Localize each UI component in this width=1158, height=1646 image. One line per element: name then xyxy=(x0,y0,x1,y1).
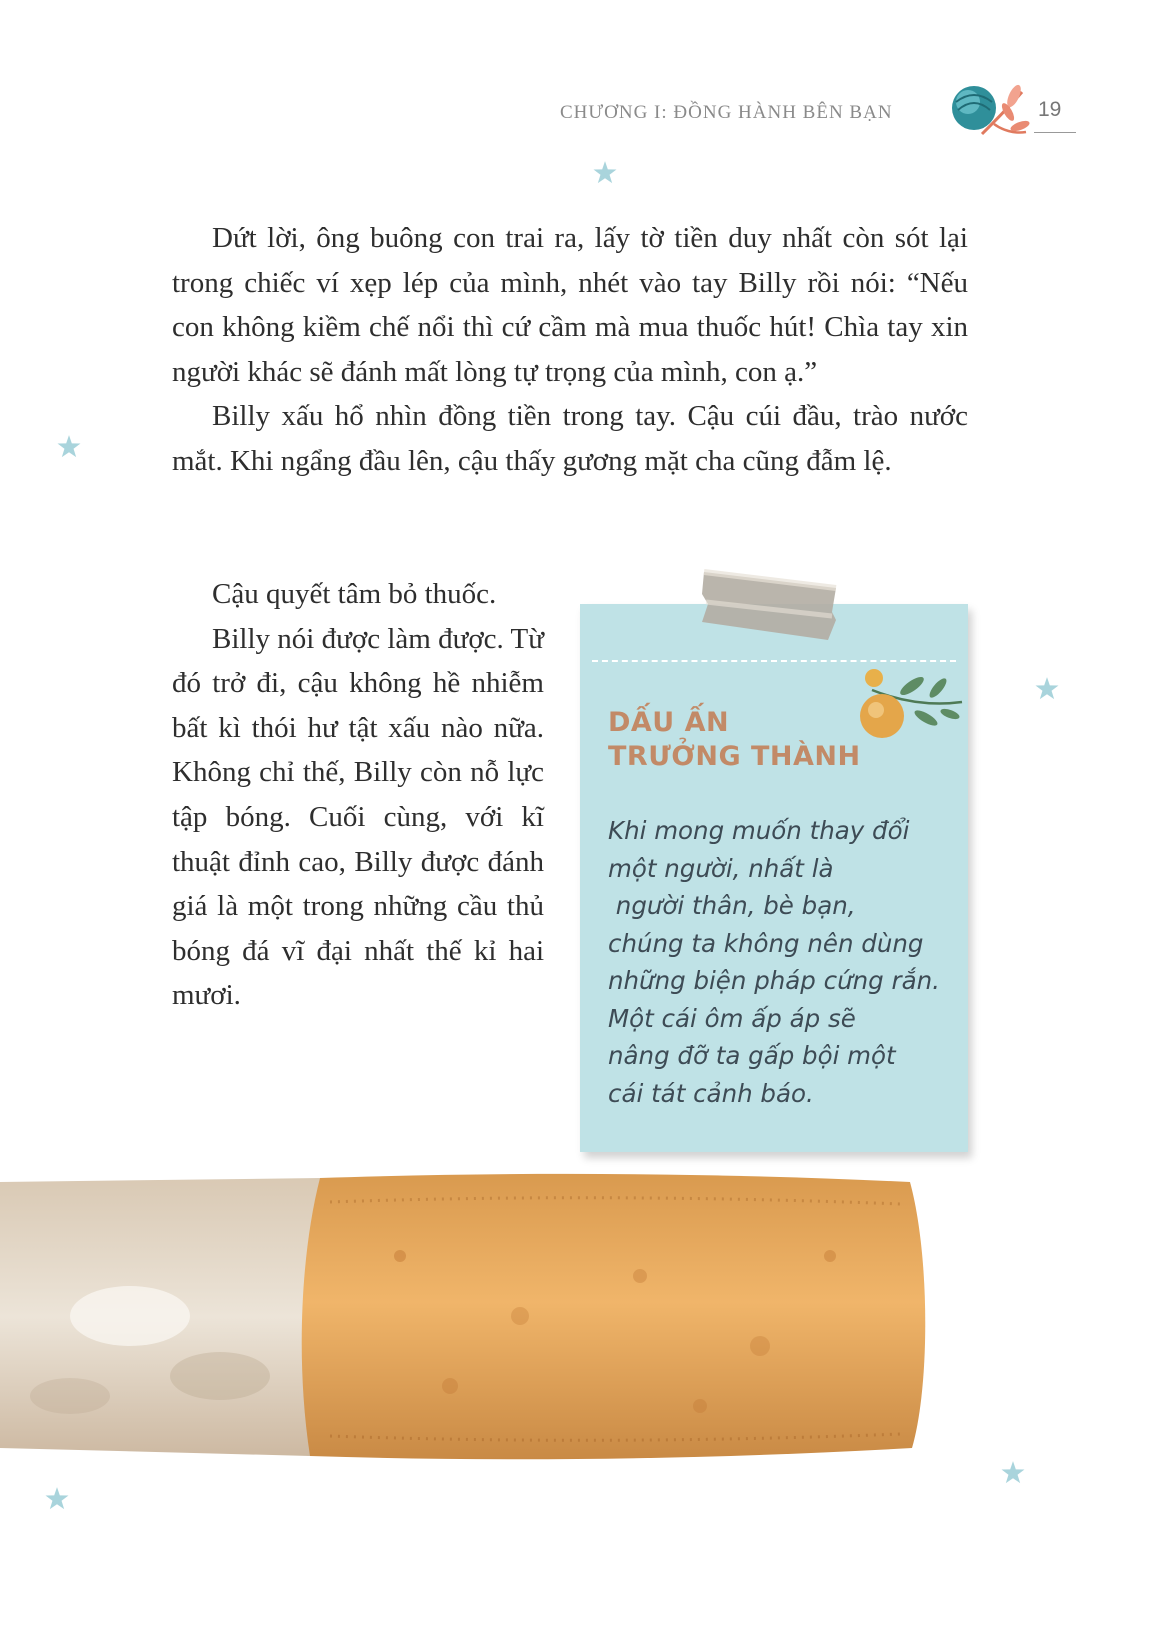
note-line: chúng ta không nên dùng xyxy=(608,928,924,958)
star-icon xyxy=(592,160,618,186)
note-line: một người, nhất là xyxy=(608,853,834,883)
paragraph: Billy xấu hổ nhìn đồng tiền trong tay. Cậu cúi đầu, trào nước mắt. Khi ngẩng đầu lên, cậu thấy gương mặt cha cũng đẫm lệ. xyxy=(172,400,968,477)
note-line: những biện pháp cứng rắn. xyxy=(608,966,940,995)
star-icon xyxy=(1034,676,1060,702)
note-heading-line: TRƯỞNG THÀNH xyxy=(608,741,861,772)
note-line: Một cái ôm ấp áp sẽ xyxy=(608,1003,856,1033)
chapter-title: CHƯƠNG I: ĐỒNG HÀNH BÊN BẠN xyxy=(560,102,893,123)
note-line: nâng đỡ ta gấp bội một xyxy=(608,1041,896,1070)
paragraph: Billy nói được làm được. Từ đó trở đi, cậu không hề nhiễm bất kì thói hư tật xấu nào nữa. Không chỉ thế, Billy còn nỗ lực tập bóng. Cuối cùng, với kĩ thuật đỉnh cao, Billy được đánh giá là một trong những cầu thủ bóng đá vĩ đại nhất thế kỉ hai mươi. xyxy=(172,622,544,1012)
sprig-icon xyxy=(852,662,968,748)
page-number: 19 xyxy=(1038,98,1062,121)
star-icon xyxy=(56,434,82,460)
page-header xyxy=(560,92,1080,148)
note-heading-line: DẤU ẤN xyxy=(608,707,730,738)
note-line: cái tát cảnh báo. xyxy=(608,1078,814,1108)
note-line: Khi mong muốn thay đổi xyxy=(608,816,910,845)
flower-ornament-icon xyxy=(944,76,1036,148)
story-text-column xyxy=(172,572,544,1018)
cigarette-illustration xyxy=(0,1166,930,1468)
note-body xyxy=(608,812,960,1112)
star-icon xyxy=(44,1486,70,1512)
note-line: người thân, bè bạn, xyxy=(608,891,856,920)
note-heading xyxy=(608,706,868,774)
story-text xyxy=(172,216,968,484)
paragraph: Dứt lời, ông buông con trai ra, lấy tờ tiền duy nhất còn sót lại trong chiếc ví xẹp lép của mình, nhét vào tay Billy rồi nói: “Nếu con không kiềm chế nổi thì cứ cầm mà mua thuốc hút! Chìa tay xin người khác sẽ đánh mất lòng tự trọng của mình, con ạ.” xyxy=(172,222,968,388)
tape-icon xyxy=(700,568,840,644)
star-icon xyxy=(1000,1460,1026,1486)
paragraph: Cậu quyết tâm bỏ thuốc. xyxy=(212,578,497,610)
page-number-underline xyxy=(1034,132,1076,133)
